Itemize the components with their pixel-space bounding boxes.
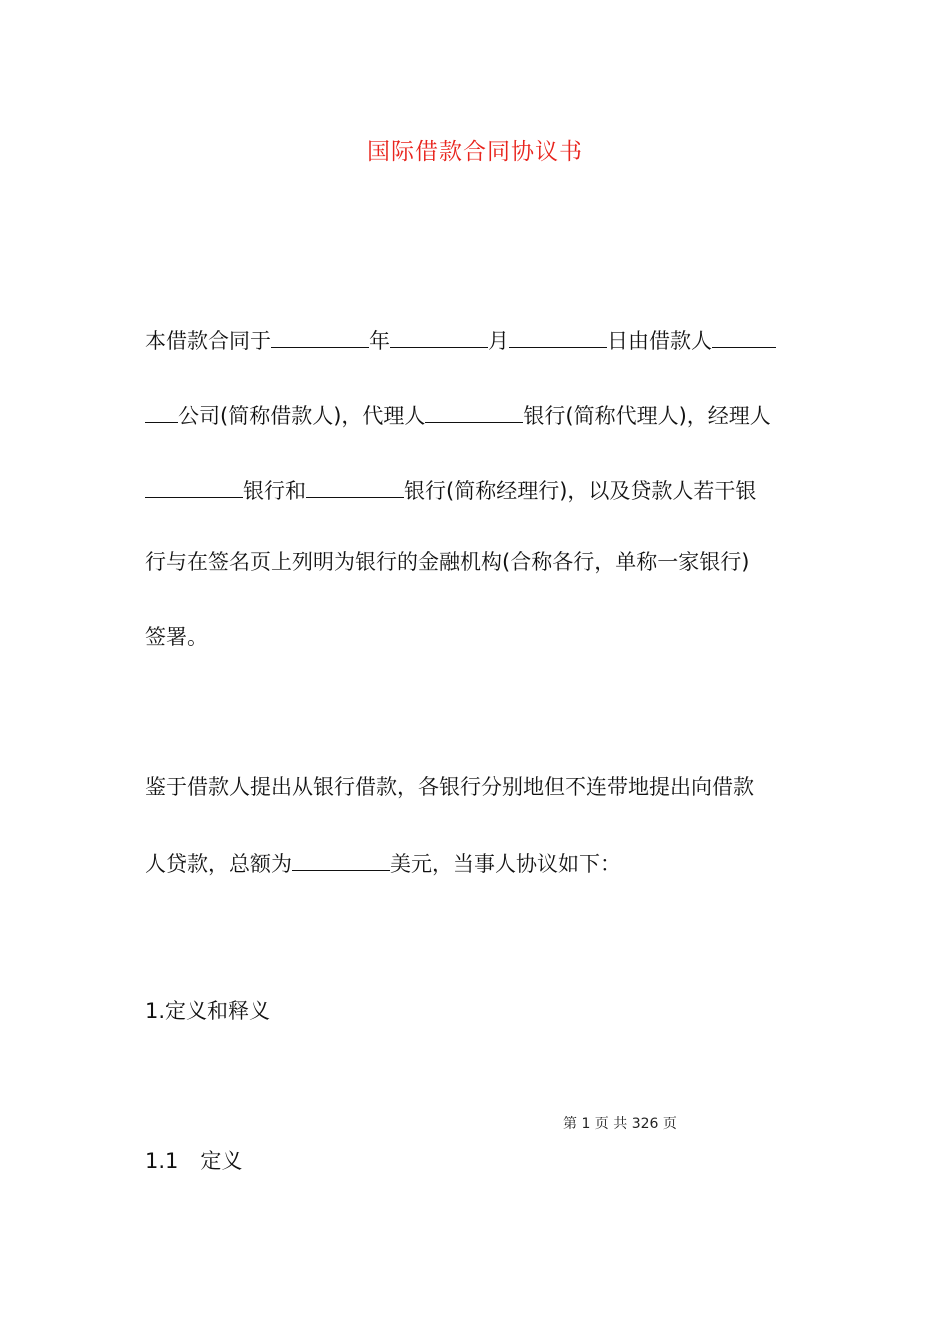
blank-field-borrower-cont xyxy=(145,400,178,423)
blank-field-agent xyxy=(425,400,523,423)
blank-field-amount xyxy=(292,848,390,871)
blank-field-year xyxy=(271,325,369,348)
paragraph-1-line-4: 行与在签名页上列明为银行的金融机构(合称各行，单称一家银行) xyxy=(145,550,750,574)
blank-field-day xyxy=(509,325,607,348)
text-segment: 银行(简称经理行)，以及贷款人若干银 xyxy=(404,479,757,503)
text-segment: 美元，当事人协议如下： xyxy=(390,852,621,876)
blank-field-month xyxy=(390,325,488,348)
blank-field-borrower xyxy=(712,325,776,348)
blank-field-manager-1 xyxy=(145,475,243,498)
paragraph-2-line-2 xyxy=(145,848,810,878)
paragraph-1-line-1 xyxy=(145,325,810,355)
section-label: 定义 xyxy=(200,1149,243,1173)
paragraph-1-line-2 xyxy=(145,400,810,430)
document-title: 国际借款合同协议书 xyxy=(367,139,583,165)
text-segment: 月 xyxy=(488,329,509,353)
text-segment: 年 xyxy=(369,329,390,353)
section-heading-1: 1.定义和释义 xyxy=(145,999,271,1023)
section-heading-1-1 xyxy=(145,1147,810,1175)
paragraph-2-line-1: 鉴于借款人提出从银行借款，各银行分别地但不连带地提出向借款 xyxy=(145,775,754,799)
blank-field-manager-2 xyxy=(306,475,404,498)
text-segment: 日由借款人 xyxy=(607,329,712,353)
section-number: 1.1 xyxy=(145,1149,179,1173)
paragraph-1-line-3 xyxy=(145,475,810,505)
text-segment: 银行(简称代理人)，经理人 xyxy=(523,404,771,428)
text-segment: 本借款合同于 xyxy=(145,329,271,353)
paragraph-1-line-5: 签署。 xyxy=(145,625,208,649)
text-segment: 银行和 xyxy=(243,479,306,503)
text-segment: 公司(简称借款人)，代理人 xyxy=(178,404,426,428)
text-segment: 人贷款，总额为 xyxy=(145,852,292,876)
page-footer: 第 1 页 共 326 页 xyxy=(563,1116,677,1132)
